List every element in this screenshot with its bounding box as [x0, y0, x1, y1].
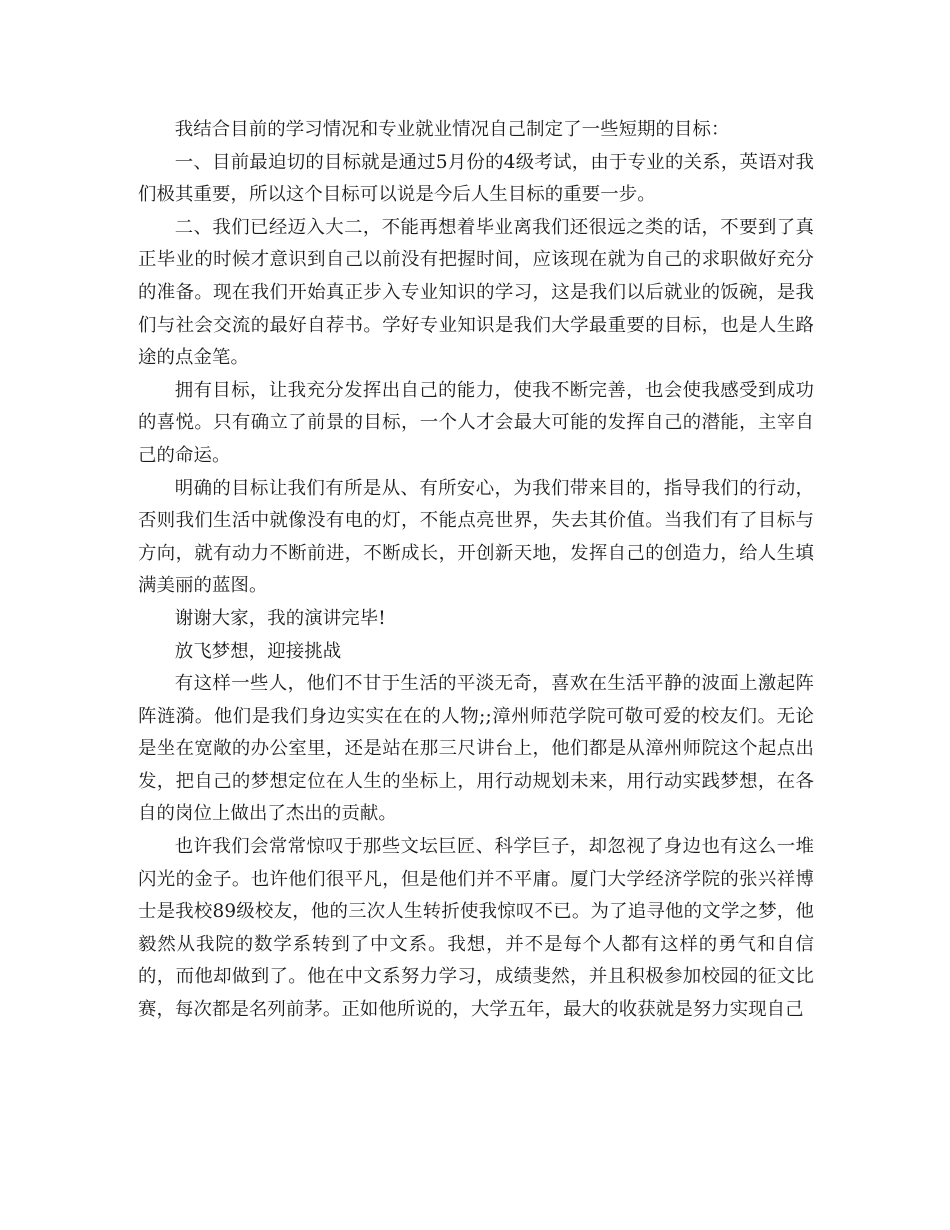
- paragraph-alumni: 有这样一些人，他们不甘于生活的平淡无奇，喜欢在生活平静的波面上激起阵阵涟漪。他们是我们身边实实在在的人物;;漳州师范学院可敬可爱的校友们。无论是坐在宽敞的办公室里，还是站在那三尺讲台上，他们都是从漳州师院这个起点出发，把自己的梦想定位在人生的坐标上，用行动规划未来，用行动实践梦想，在各自的岗位上做出了杰出的贡献。: [138, 673, 814, 825]
- paragraph-story: 也许我们会常常惊叹于那些文坛巨匠、科学巨子，却忽视了身边也有这么一堆闪光的金子。也许他们很平凡，但是他们并不平庸。厦门大学经济学院的张兴祥博士是我校89级校友，他的三次人生转折使我惊叹不已。为了追寻他的文学之梦，他毅然从我院的数学系转到了中文系。我想，并不是每个人都有这样的勇气和自信的，而他却做到了。他在中文系努力学习，成绩斐然，并且积极参加校园的征文比赛，每次都是名列前茅。正如他所说的，大学五年，最大的收获就是努力实现自己: [138, 836, 814, 1021]
- document-body: [138, 114, 814, 1027]
- paragraph-clear-goals: 明确的目标让我们有所是从、有所安心，为我们带来目的，指导我们的行动，否则我们生活中就像没有电的灯，不能点亮世界，失去其价值。当我们有了目标与方向，就有动力不断前进，不断成长，开创新天地，发挥自己的创造力，给人生填满美丽的蓝图。: [138, 477, 814, 597]
- paragraph-goal-one: 一、目前最迫切的目标就是通过5月份的4级考试，由于专业的关系，英语对我们极其重要，所以这个目标可以说是今后人生目标的重要一步。: [138, 151, 814, 206]
- paragraph-thanks: 谢谢大家，我的演讲完毕!: [174, 607, 386, 629]
- paragraph-having-goals: 拥有目标，让我充分发挥出自己的能力，使我不断完善，也会使我感受到成功的喜悦。只有确立了前景的目标，一个人才会最大可能的发挥自己的潜能，主宰自己的命运。: [138, 379, 814, 466]
- section-heading: 放飞梦想，迎接挑战: [174, 640, 342, 662]
- paragraph-goal-two: 二、我们已经迈入大二，不能再想着毕业离我们还很远之类的话，不要到了真正毕业的时候才意识到自己以前没有把握时间，应该现在就为自己的求职做好充分的准备。现在我们开始真正步入专业知识的学习，这是我们以后就业的饭碗，是我们与社会交流的最好自荐书。学好专业知识是我们大学最重要的目标，也是人生路途的点金笔。: [138, 216, 814, 369]
- paragraph-intro: 我结合目前的学习情况和专业就业情况自己制定了一些短期的目标：: [174, 119, 730, 140]
